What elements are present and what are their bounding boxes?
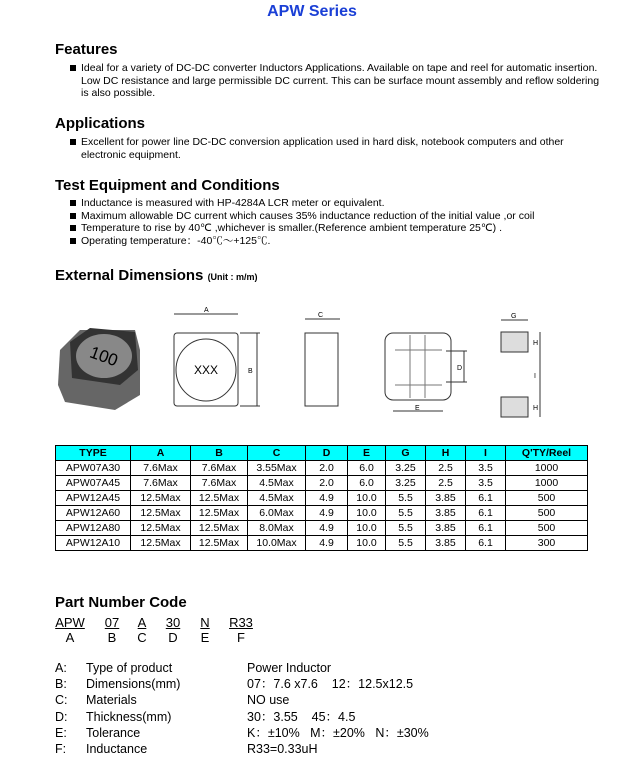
table-cell: 3.85: [426, 521, 466, 536]
table-cell: 1000: [506, 461, 588, 476]
table-cell: APW12A10: [56, 536, 131, 551]
svg-text:A: A: [204, 307, 209, 314]
table-cell: 6.1: [466, 506, 506, 521]
table-cell: 4.9: [306, 491, 348, 506]
table-cell: 12.5Max: [191, 506, 248, 521]
svg-text:100: 100: [87, 342, 121, 371]
description-value: NO use: [247, 693, 290, 708]
land-pattern-drawing: [501, 313, 540, 417]
description-row: [55, 741, 429, 757]
description-value: R33=0.33uH: [247, 742, 318, 757]
table-row: [56, 506, 588, 521]
list-item: Temperature to rise by 40℃ ,whichever is smaller.(Reference ambient temperature 25℃) .: [70, 222, 600, 235]
table-cell: 7.6Max: [191, 461, 248, 476]
table-cell: 2.5: [426, 461, 466, 476]
bottom-view-drawing: [385, 333, 467, 412]
table-cell: 5.5: [386, 521, 426, 536]
column-header: E: [348, 446, 386, 461]
code-segment: [55, 615, 85, 645]
description-value: 07：7.6 x7.6 12：12.5x12.5: [247, 677, 414, 692]
table-cell: 1000: [506, 476, 588, 491]
table-cell: 5.5: [386, 506, 426, 521]
list-item: Operating temperature：-40℃～+125℃.: [70, 235, 600, 248]
features-heading: Features: [55, 41, 118, 58]
table-cell: 7.6Max: [131, 461, 191, 476]
description-label: Thickness(mm): [86, 709, 172, 724]
code-segment: [164, 615, 182, 645]
description-row: [55, 676, 429, 692]
svg-text:XXX: XXX: [193, 363, 219, 377]
svg-text:E: E: [415, 405, 420, 412]
description-key: B:: [55, 677, 67, 692]
description-row: [55, 725, 429, 741]
code-letter: F: [237, 630, 245, 645]
svg-text:D: D: [457, 365, 463, 372]
part-number-heading: Part Number Code: [55, 594, 187, 611]
list-item: Maximum allowable DC current which causes 35% inductance reduction of the initial value ,or coil: [70, 210, 600, 223]
table-cell: 8.0Max: [248, 521, 306, 536]
code-value: A: [137, 615, 147, 630]
description-row: [55, 660, 429, 676]
code-letter: A: [65, 630, 75, 645]
code-value: APW: [55, 615, 85, 630]
table-cell: 4.5Max: [248, 491, 306, 506]
description-label: Materials: [86, 693, 137, 708]
table-cell: 12.5Max: [131, 506, 191, 521]
table-cell: APW07A45: [56, 476, 131, 491]
description-key: E:: [55, 725, 67, 740]
table-cell: 7.6Max: [131, 476, 191, 491]
table-row: [56, 491, 588, 506]
code-segment: [103, 615, 121, 645]
column-header: G: [386, 446, 426, 461]
dimensions-table: [55, 445, 588, 551]
table-cell: 12.5Max: [131, 491, 191, 506]
table-cell: 12.5Max: [131, 521, 191, 536]
code-letter: D: [168, 630, 178, 645]
description-label: Dimensions(mm): [86, 677, 181, 692]
table-cell: 12.5Max: [191, 521, 248, 536]
part-number-descriptions: [55, 660, 429, 757]
table-cell: 2.0: [306, 461, 348, 476]
table-row: [56, 536, 588, 551]
description-key: F:: [55, 742, 67, 757]
table-cell: 3.85: [426, 506, 466, 521]
table-cell: 7.6Max: [191, 476, 248, 491]
description-label: Tolerance: [86, 725, 141, 740]
table-cell: APW12A60: [56, 506, 131, 521]
column-header: Q'TY/Reel: [506, 446, 588, 461]
side-view-drawing: [305, 312, 340, 406]
table-cell: 10.0: [348, 536, 386, 551]
description-row: [55, 709, 429, 725]
table-row: [56, 461, 588, 476]
table-cell: 10.0: [348, 506, 386, 521]
table-cell: 4.5Max: [248, 476, 306, 491]
table-cell: 3.25: [386, 476, 426, 491]
dimensions-title: External Dimensions: [55, 267, 204, 284]
table-cell: 6.0: [348, 461, 386, 476]
table-cell: 3.5: [466, 476, 506, 491]
code-segment: [199, 615, 211, 645]
table-cell: APW12A45: [56, 491, 131, 506]
code-letter: E: [200, 630, 210, 645]
table-cell: 5.5: [386, 536, 426, 551]
table-cell: 2.0: [306, 476, 348, 491]
description-value: 30：3.55 45：4.5: [247, 709, 356, 724]
description-key: A:: [55, 661, 67, 675]
svg-text:I: I: [534, 373, 536, 380]
list-item: Excellent for power line DC-DC conversion application used in hard disk, notebook computers and other electronic equipment.: [70, 136, 600, 161]
svg-text:B: B: [248, 368, 253, 375]
code-segment: [136, 615, 148, 645]
table-cell: 4.9: [306, 536, 348, 551]
table-cell: 6.0Max: [248, 506, 306, 521]
table-cell: 300: [506, 536, 588, 551]
applications-list: [70, 136, 600, 161]
code-value: 30: [165, 615, 181, 630]
unit-note: (Unit : m/m): [207, 272, 258, 282]
code-segment: [228, 615, 254, 645]
table-cell: 10.0: [348, 491, 386, 506]
table-cell: 2.5: [426, 476, 466, 491]
column-header: H: [426, 446, 466, 461]
test-heading: Test Equipment and Conditions: [55, 177, 280, 194]
table-header-row: [56, 446, 588, 461]
table-cell: 10.0: [348, 521, 386, 536]
column-header: I: [466, 446, 506, 461]
table-cell: 500: [506, 521, 588, 536]
table-cell: 10.0Max: [248, 536, 306, 551]
code-letter: C: [137, 630, 147, 645]
table-cell: 3.5: [466, 461, 506, 476]
table-cell: 500: [506, 491, 588, 506]
description-label: Type of product: [86, 661, 173, 675]
description-value: K：±10% M：±20% N：±30%: [247, 725, 429, 740]
table-cell: 12.5Max: [191, 536, 248, 551]
code-value: R33: [229, 615, 253, 630]
column-header: B: [191, 446, 248, 461]
inductor-photo: [58, 328, 140, 410]
applications-heading: Applications: [55, 115, 146, 132]
code-letter: B: [107, 630, 117, 645]
dimensions-heading: [55, 267, 258, 284]
table-cell: 6.1: [466, 521, 506, 536]
table-cell: 3.85: [426, 536, 466, 551]
table-cell: 3.85: [426, 491, 466, 506]
table-cell: 6.0: [348, 476, 386, 491]
table-cell: 6.1: [466, 491, 506, 506]
column-header: A: [131, 446, 191, 461]
code-value: 07: [104, 615, 120, 630]
table-cell: 5.5: [386, 491, 426, 506]
table-row: [56, 476, 588, 491]
page-title: APW Series: [267, 3, 357, 20]
dimension-drawings: [50, 290, 590, 430]
table-cell: 4.9: [306, 521, 348, 536]
code-value: N: [200, 615, 210, 630]
column-header: D: [306, 446, 348, 461]
table-cell: 4.9: [306, 506, 348, 521]
list-item: Ideal for a variety of DC-DC converter Inductors Applications. Available on tape and reel for automatic insertion. Low DC resistance and large permissible DC current. This can be surface mount assembly and reflow soldering is also possible.: [70, 62, 600, 100]
table-cell: 6.1: [466, 536, 506, 551]
table-cell: 500: [506, 506, 588, 521]
table-cell: APW12A80: [56, 521, 131, 536]
description-key: C:: [55, 693, 68, 708]
description-key: D:: [55, 709, 68, 724]
table-cell: 12.5Max: [191, 491, 248, 506]
table-cell: APW07A30: [56, 461, 131, 476]
list-item: Inductance is measured with HP-4284A LCR meter or equivalent.: [70, 197, 600, 210]
svg-text:G: G: [511, 313, 517, 320]
features-list: [70, 62, 600, 100]
column-header: TYPE: [56, 446, 131, 461]
svg-text:H: H: [533, 405, 539, 412]
table-row: [56, 521, 588, 536]
top-view-drawing: [174, 307, 260, 406]
svg-text:H: H: [533, 340, 539, 347]
table-cell: 3.55Max: [248, 461, 306, 476]
description-row: [55, 692, 429, 708]
svg-text:C: C: [318, 312, 324, 319]
table-cell: 12.5Max: [131, 536, 191, 551]
description-value: Power Inductor: [247, 661, 332, 675]
table-cell: 3.25: [386, 461, 426, 476]
description-label: Inductance: [86, 742, 148, 757]
column-header: C: [248, 446, 306, 461]
test-list: [70, 197, 600, 247]
